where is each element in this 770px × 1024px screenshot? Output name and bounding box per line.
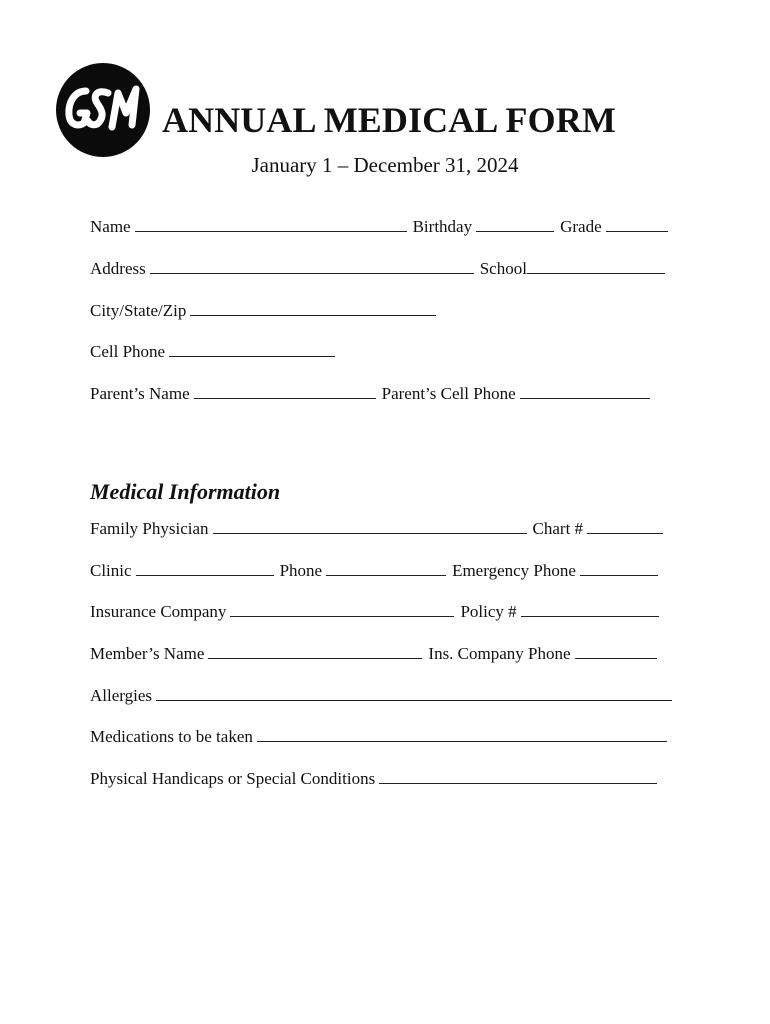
city-state-zip-label: City/State/Zip	[90, 301, 187, 320]
city-state-zip-field[interactable]	[190, 299, 436, 316]
row-parent	[90, 382, 656, 406]
school-label: School	[479, 259, 527, 278]
row-city-state-zip	[90, 299, 442, 323]
grade-field[interactable]	[606, 215, 668, 232]
emergency-phone-label: Emergency Phone	[452, 561, 576, 580]
row-address-school	[90, 257, 671, 281]
ins-company-phone-label: Ins. Company Phone	[428, 644, 571, 663]
emergency-phone-field[interactable]	[580, 559, 658, 576]
medications-field[interactable]	[257, 725, 667, 742]
allergies-field[interactable]	[156, 684, 672, 701]
members-name-field[interactable]	[208, 642, 422, 659]
name-field[interactable]	[135, 215, 407, 232]
row-physician-chart	[90, 517, 669, 541]
row-medications	[90, 725, 673, 749]
row-cell-phone	[90, 340, 341, 364]
date-range: January 1 – December 31, 2024	[251, 153, 519, 177]
row-member-ins-phone	[90, 642, 663, 666]
handicaps-label: Physical Handicaps or Special Conditions	[90, 769, 376, 788]
page-title: ANNUAL MEDICAL FORM	[162, 100, 616, 140]
grade-label: Grade	[560, 217, 602, 236]
clinic-field[interactable]	[136, 559, 274, 576]
address-label: Address	[90, 259, 146, 278]
parents-name-field[interactable]	[194, 382, 376, 399]
clinic-label: Clinic	[90, 561, 132, 580]
ins-company-phone-field[interactable]	[575, 642, 657, 659]
chart-label: Chart #	[532, 519, 584, 538]
family-physician-field[interactable]	[213, 517, 527, 534]
phone-label: Phone	[279, 561, 323, 580]
parents-cell-field[interactable]	[520, 382, 650, 399]
insurance-company-label: Insurance Company	[90, 602, 227, 621]
address-field[interactable]	[150, 257, 474, 274]
row-insurance-policy	[90, 600, 665, 624]
policy-field[interactable]	[521, 600, 659, 617]
medications-label: Medications to be taken	[90, 727, 253, 746]
phone-field[interactable]	[326, 559, 446, 576]
name-label: Name	[90, 217, 131, 236]
birthday-field[interactable]	[476, 215, 554, 232]
insurance-company-field[interactable]	[230, 600, 454, 617]
allergies-label: Allergies	[90, 686, 153, 705]
policy-label: Policy #	[460, 602, 517, 621]
handicaps-field[interactable]	[379, 767, 657, 784]
parents-cell-label: Parent’s Cell Phone	[381, 384, 516, 403]
row-allergies	[90, 684, 678, 708]
row-clinic-phones	[90, 559, 664, 583]
row-handicaps	[90, 767, 663, 791]
chart-field[interactable]	[587, 517, 663, 534]
row-name-birthday-grade	[90, 215, 674, 239]
birthday-label: Birthday	[412, 217, 473, 236]
gsm-logo-icon	[56, 63, 150, 157]
gsm-logo-lettering	[56, 63, 150, 157]
cell-phone-field[interactable]	[169, 340, 335, 357]
school-field[interactable]	[527, 257, 665, 274]
members-name-label: Member’s Name	[90, 644, 205, 663]
family-physician-label: Family Physician	[90, 519, 209, 538]
parents-name-label: Parent’s Name	[90, 384, 190, 403]
cell-phone-label: Cell Phone	[90, 342, 166, 361]
medical-information-heading: Medical Information	[90, 479, 281, 504]
